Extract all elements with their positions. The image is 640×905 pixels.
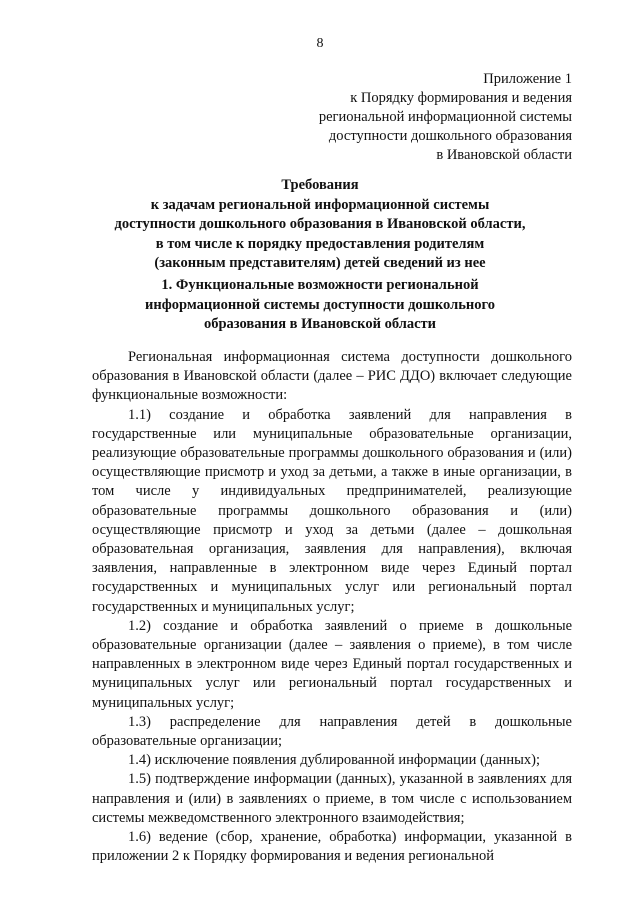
appendix-reference: [319, 70, 572, 165]
title-line: в том числе к порядку предоставления родителям: [155, 235, 485, 252]
title-line: (законным представителям) детей сведений из нее: [154, 255, 486, 271]
section-heading-line: информационной системы доступности дошкольного: [145, 296, 495, 313]
paragraph-item: 1.6) ведение (сбор, хранение, обработка) информации, указанной в приложении 2 к Порядку формирования и ведения региональной: [92, 829, 572, 865]
paragraph-item: 1.3) распределение для направления детей в дошкольные образовательные организации;: [92, 713, 572, 750]
section-heading: [60, 276, 580, 335]
appendix-line: в Ивановской области: [436, 147, 572, 163]
paragraph-item: 1.1) создание и обработка заявлений для направления в государственные или муниципальные образовательные организации, реализующие образовательные программы дошкольного образования и (или) осуществляющие присмотр и уход за детьми, а также в иные организации, в том числе у индивидуальных предпринимателей, реализующие образовательные программы дошкольного образования и (или) осуществляющие присмотр и уход за детьми (далее – дошкольная образовательная организация, заявления для направления), включая заявления, направленные в электронном виде через Единый портал государственных и муниципальных услуг или региональный портал государственных и муниципальных услуг;: [92, 406, 572, 615]
appendix-line: доступности дошкольного образования: [328, 128, 572, 144]
appendix-line: региональной информационной системы: [318, 109, 572, 125]
title-line: Требования: [281, 177, 359, 193]
paragraph-item: 1.5) подтверждение информации (данных), указанной в заявлениях для направления и (или) в заявлениях о приеме, в том числе с использованием системы межведомственного электронного взаимодействия;: [92, 771, 572, 826]
appendix-line: к Порядку формирования и ведения: [350, 90, 572, 106]
document-title: [60, 176, 580, 274]
body-text: [92, 348, 572, 866]
appendix-line: Приложение 1: [483, 71, 572, 87]
paragraph-intro: Региональная информационная система доступности дошкольного образования в Ивановской области (далее – РИС ДДО) включает следующие функциональные возможности:: [92, 349, 572, 404]
title-line: к задачам региональной информационной системы: [150, 196, 490, 213]
section-heading-line: образования в Ивановской области: [203, 316, 437, 332]
title-line: доступности дошкольного образования в Ивановской области,: [114, 216, 526, 232]
paragraph-item: 1.4) исключение появления дублированной информации (данных);: [128, 752, 541, 769]
paragraph-item: 1.2) создание и обработка заявлений о приеме в дошкольные образовательные организации (далее – заявления о приеме), в том числе направленных в электронном виде через Единый портал государственных и муниципальных услуг или региональный портал государственных и муниципальных услуг;: [92, 617, 572, 711]
section-heading-line: 1. Функциональные возможности региональной: [161, 277, 479, 293]
page-number: 8: [316, 36, 324, 51]
